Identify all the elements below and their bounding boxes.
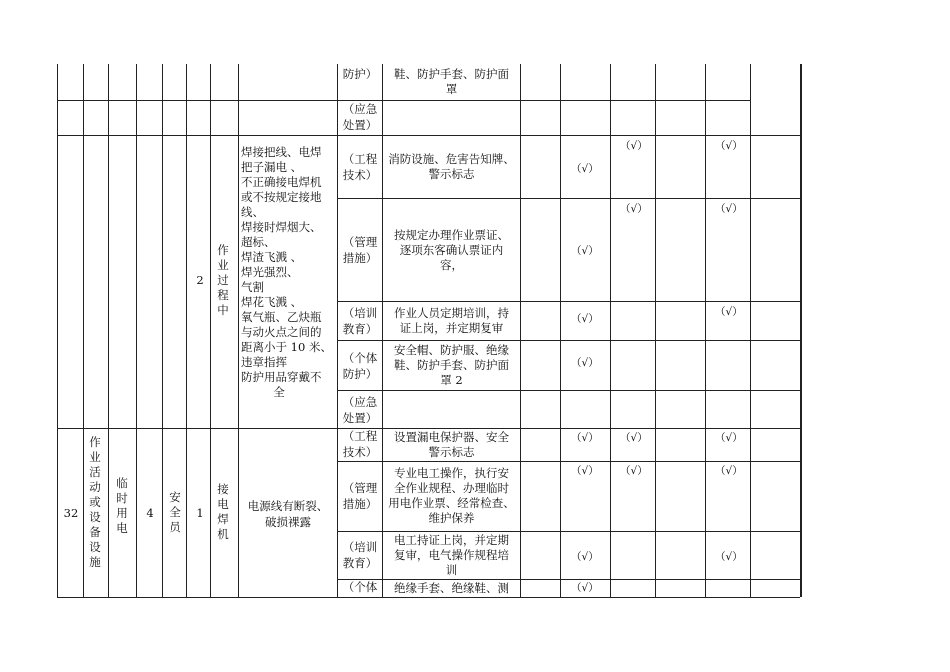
stage-cell: 作业过程中: [217, 243, 229, 317]
emergency-type-label-2: 处置）: [342, 118, 378, 132]
grid-line: [520, 64, 521, 597]
hazard-line: 全: [273, 385, 285, 399]
grid-line: [162, 64, 163, 597]
check-mark: （√）: [715, 551, 743, 563]
control-measure-text: 证上岗，并定期复审: [399, 321, 504, 335]
protection-measure-line-2: 罩: [445, 82, 458, 96]
grid-line: [57, 100, 750, 101]
sequence-number: 1: [196, 506, 204, 520]
control-measure-text: 训: [445, 562, 458, 577]
control-measure-text: 专业电工操作，执行安: [394, 466, 509, 480]
hazard-line: 气割: [241, 280, 264, 294]
activity-cell: 临时用电: [116, 476, 128, 535]
control-measure-text: 罩 2: [440, 373, 463, 388]
grid-line: [705, 64, 706, 597]
grid-line: [57, 597, 800, 598]
control-type-label: 技术）: [342, 168, 378, 182]
control-type-label: （培训: [342, 306, 378, 320]
grid-line: [655, 64, 656, 597]
grid-line: [108, 64, 109, 597]
hazard-description: [241, 145, 337, 400]
control-measure-text: 电工持证上岗，并定期: [394, 532, 509, 547]
grid-line: [210, 64, 211, 597]
control-type-label: 技术）: [342, 445, 378, 459]
control-measure-text: 复审，电气操作规程培: [394, 547, 509, 562]
grid-line: [337, 461, 800, 462]
control-type-label: （个体: [342, 580, 378, 595]
control-type-label: 措施）: [342, 251, 378, 265]
hazard-line: 焊接时焊烟大、: [241, 220, 322, 234]
hazard-line: 线、: [241, 205, 264, 219]
control-type-label: （培训: [342, 539, 378, 554]
hazard-line: 把子漏电 、: [241, 160, 303, 174]
control-measure-text: 用电作业票、经常检查、: [388, 496, 515, 510]
grid-line: [560, 64, 561, 597]
control-type-label: （工程: [342, 152, 378, 166]
control-type-label: 教育）: [342, 322, 378, 336]
hazard-line: 氧气瓶、乙炔瓶: [241, 310, 322, 324]
role-cell: 安全员: [169, 490, 181, 534]
check-mark: （√）: [715, 140, 743, 152]
control-type-label: （管理: [342, 480, 378, 495]
hazard-line: 或不按规定接地: [241, 190, 322, 204]
grid-line: [337, 198, 800, 199]
control-measure-text: 按规定办理作业票证、: [394, 227, 509, 242]
check-mark: （√）: [620, 465, 648, 477]
protection-type-label: 防护）: [342, 67, 378, 81]
grid-line: [801, 64, 802, 597]
control-measure-text: 设置漏电保护器、安全: [394, 429, 509, 444]
check-mark: （√）: [715, 432, 743, 444]
control-type-label: 措施）: [342, 496, 378, 511]
grid-line: [337, 340, 800, 341]
control-measure-text: 警示标志: [428, 167, 475, 181]
hazard-line: 焊花飞溅 、: [241, 295, 303, 309]
check-mark: （√）: [715, 203, 743, 215]
control-type-label: 处置）: [342, 410, 378, 425]
hazard-line: 与动火点之间的: [241, 325, 322, 339]
grid-line: [57, 135, 800, 136]
hazard-line: 焊渣飞溅 、: [241, 250, 303, 264]
row-number: 32: [63, 506, 79, 520]
check-mark: （√）: [571, 163, 599, 175]
grid-line: [610, 64, 611, 597]
check-mark: （√）: [571, 582, 599, 594]
control-type-label: （应急: [342, 394, 378, 409]
check-mark: （√）: [715, 465, 743, 477]
grid-line: [337, 301, 800, 302]
check-mark: （√）: [620, 140, 648, 152]
check-mark: （√）: [571, 551, 599, 563]
hazard-line: 焊光强烈、: [241, 265, 299, 279]
control-measure-text: 鞋、防护手套、防护面: [394, 358, 509, 373]
hazard-line: 超标、: [241, 235, 276, 249]
control-measure-text: 维护保养: [428, 511, 475, 525]
control-measure-text: 作业人员定期培训，持: [394, 306, 509, 320]
grid-line: [136, 64, 137, 597]
grid-line: [186, 64, 187, 597]
sequence-number: 2: [196, 273, 204, 287]
check-mark: （√）: [571, 245, 599, 257]
hazard-line: 违章指挥: [241, 355, 287, 369]
control-measure-text: 警示标志: [428, 444, 475, 459]
check-mark: （√）: [571, 313, 599, 325]
control-type-label: 教育）: [342, 555, 378, 570]
category-cell: 作业活动或设备设施: [89, 435, 101, 569]
hazard-line: 不正确接电焊机: [241, 175, 322, 189]
check-mark: （√）: [571, 357, 599, 369]
check-mark: （√）: [620, 432, 648, 444]
control-measure-text: 容，: [440, 257, 463, 272]
control-type-label: （管理: [342, 235, 378, 249]
stage-cell: 接电焊机: [217, 482, 229, 541]
control-type-label: （个体: [342, 350, 378, 365]
emergency-type-label-1: （应急: [342, 102, 378, 116]
control-measure-text: 全作业规程、办理临时: [394, 481, 509, 495]
grid-line: [337, 390, 800, 391]
control-type-label: （工程: [342, 429, 378, 443]
hazard-line: 距离小于 10 米、: [241, 340, 332, 354]
hazard-line-1: 电源线有断裂、: [247, 499, 329, 513]
control-measure-text: 消防设施、危害告知牌、: [388, 152, 515, 166]
hazard-line-2: 破损裸露: [265, 515, 311, 529]
control-type-label: 防护）: [342, 366, 378, 381]
hazard-line: 焊接把线、电焊: [241, 145, 322, 159]
hazard-line: 防护用品穿戴不: [241, 370, 322, 384]
check-mark: （√）: [571, 465, 599, 477]
grid-line: [750, 64, 751, 597]
control-measure-text: 绝缘手套、绝缘鞋、测: [394, 580, 509, 595]
protection-measure-line-1: 鞋、防护手套、防护面: [394, 67, 509, 81]
check-mark: （√）: [715, 306, 743, 318]
check-mark: （√）: [620, 203, 648, 215]
control-measure-text: 安全帽、防护服、绝缘: [394, 343, 509, 358]
level-cell: 4: [146, 506, 154, 520]
control-measure-text: 逐项东客确认票证内: [399, 242, 504, 257]
check-mark: （√）: [571, 432, 599, 444]
